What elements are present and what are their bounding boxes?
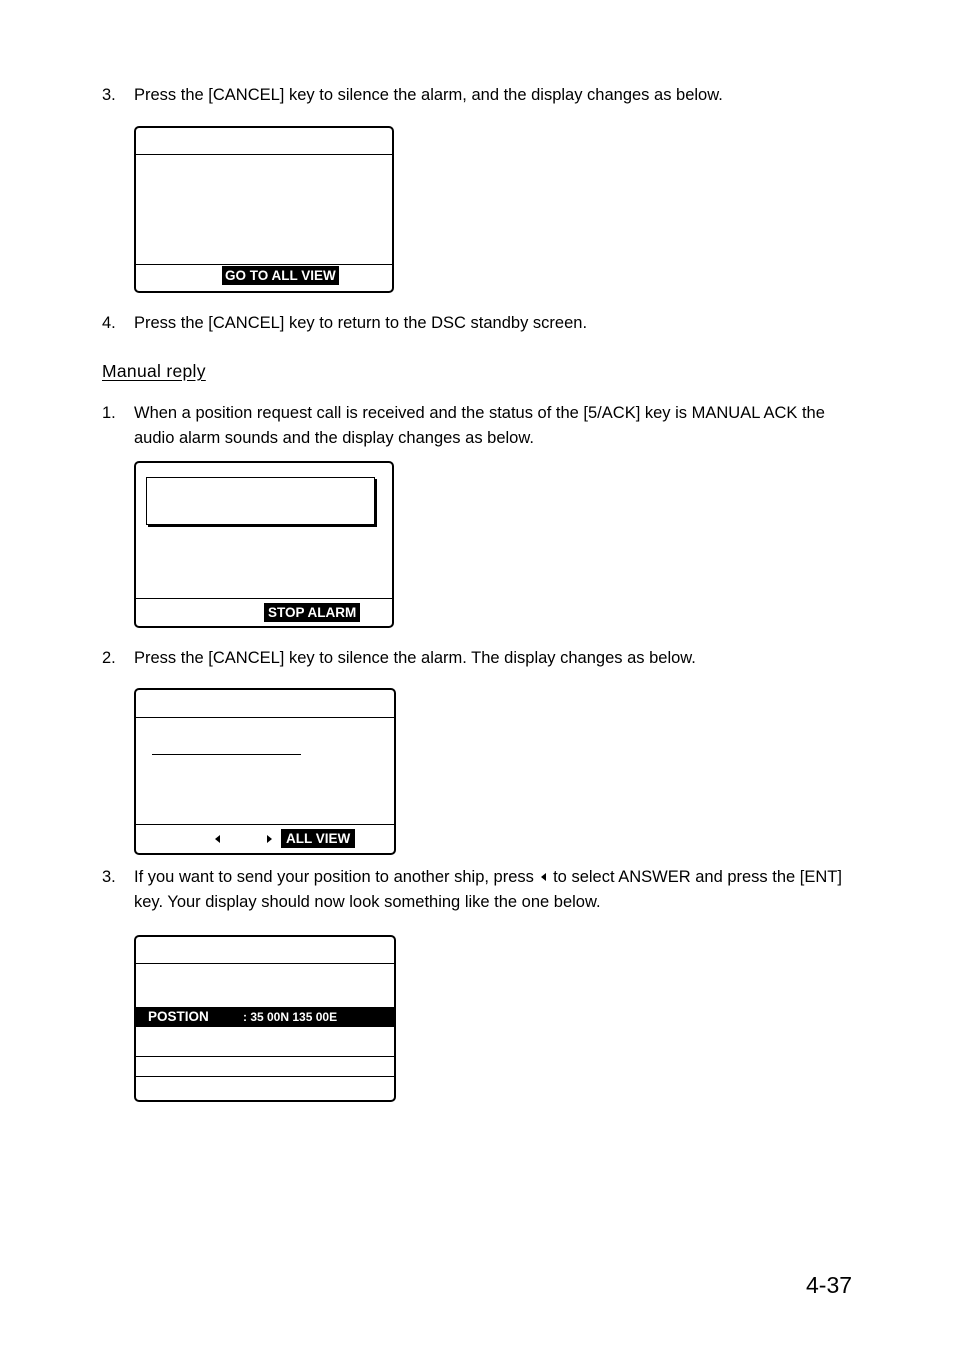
- alert-box: [146, 477, 375, 525]
- step-number: 2.: [102, 649, 116, 667]
- divider: [136, 1076, 394, 1077]
- step-number: 4.: [102, 314, 116, 332]
- page-number: 4-37: [806, 1272, 853, 1298]
- step-text-after: to select ANSWER and press the [ENT] key. Your display should now look something like the one below.: [134, 868, 842, 911]
- position-value: : 35 00N 135 00E: [243, 1010, 338, 1024]
- divider: [136, 1056, 394, 1057]
- step-text: When a position request call is received and the status of the [5/ACK] key is MANUAL ACK the audio alarm sounds and the display changes as below.: [134, 404, 825, 447]
- divider: [136, 598, 392, 599]
- step-text-before: If you want to send your position to another ship, press: [134, 868, 534, 886]
- divider: [136, 154, 392, 155]
- position-label: POSTION: [148, 1009, 209, 1024]
- left-triangle-icon: [215, 835, 220, 843]
- lcd-screen-2: [134, 461, 394, 628]
- left-triangle-icon: [541, 873, 546, 881]
- divider: [136, 717, 394, 718]
- step-number: 1.: [102, 404, 116, 422]
- step-text: Press the [CANCEL] key to silence the alarm. The display changes as below.: [134, 649, 696, 667]
- all-view-button: ALL VIEW: [281, 829, 355, 848]
- lcd-screen-3: [134, 688, 396, 855]
- step-text: Press the [CANCEL] key to return to the DSC standby screen.: [134, 314, 588, 332]
- go-to-all-view-button: GO TO ALL VIEW: [222, 266, 339, 285]
- lcd-screen-4: [134, 935, 396, 1102]
- divider: [136, 264, 392, 265]
- step-number: 3.: [102, 868, 116, 886]
- stop-alarm-button: STOP ALARM: [264, 603, 360, 622]
- divider: [136, 963, 394, 964]
- right-triangle-icon: [267, 835, 272, 843]
- step-text: Press the [CANCEL] key to silence the alarm, and the display changes as below.: [134, 86, 723, 104]
- underline-field: [152, 754, 301, 755]
- divider: [136, 824, 394, 825]
- section-heading: Manual reply: [102, 361, 206, 381]
- position-row: [136, 1007, 394, 1027]
- step-text: [134, 865, 859, 915]
- lcd-screen-1: [134, 126, 394, 293]
- step-number: 3.: [102, 86, 116, 104]
